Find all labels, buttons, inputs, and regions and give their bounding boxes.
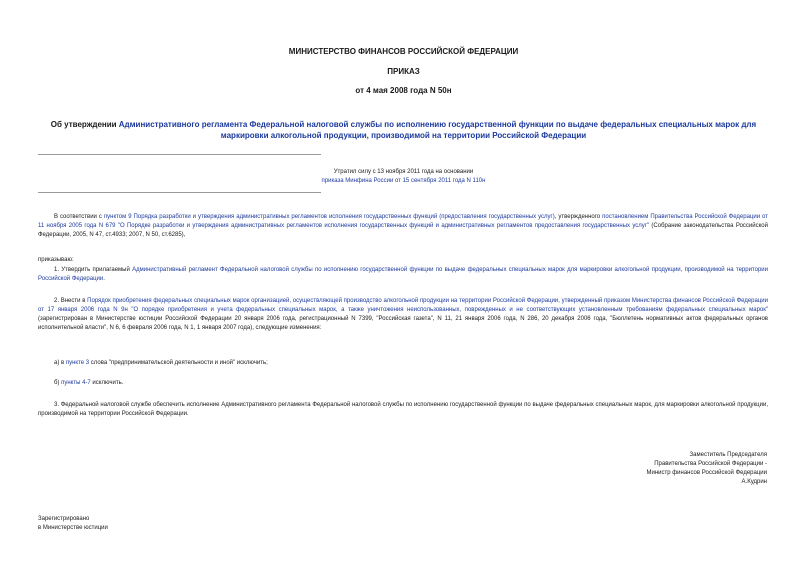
- stamp-procedure-link[interactable]: Порядок приобретения федеральных специальных марок организацией, осуществляющей производство алкогольной продукции на территории Российской Федерации, утвержденный приказом Министерства финансов Российской Федерации от 17 января 2006 года N 9н "О порядке приобретения и учета федеральных специальных марок, а также уничтожения неиспользованных, поврежденных и не соответствующих установленным требованиям федеральных специальных марок": [38, 298, 768, 313]
- validity-text: Утратил силу с 13 ноября 2011 года на основании: [333, 169, 474, 175]
- signature-block: Заместитель Председателя Правительства Российской Федерации - Министр финансов Российской Федерации А.Кудрин: [646, 452, 767, 485]
- title-prefix: Об утверждении: [50, 120, 119, 129]
- validity-note: [0, 168, 807, 186]
- validity-order-link[interactable]: приказа Минфина России от 15 сентября 2011 года N 110н: [321, 178, 486, 184]
- government-resolution-link[interactable]: постановлением Правительства Российской Федерации от 11 ноября 2005 года N 679 "О Порядке разработки и утверждения административных регламентов исполнения государственных функций и административных регламентов предоставления государственных услуг": [38, 214, 768, 229]
- items-4-7-link[interactable]: пункты 4-7: [61, 380, 91, 386]
- preamble-paragraph: В соответствии с пунктом 9 Порядка разработки и утверждения административных регламентов исполнения государственных функций (предоставления государственных услуг), утвержденного постановлением Правительства Российской Федерации от 11 ноября 2005 года N 679 "О Порядке разработки и утверждения административных регламентов исполнения государственных функций и административных регламентов предоставления государственных услуг" (Собрание законодательства Российской Федерации, 2005, N 47, ст.4933; 2007, N 50, ст.6285),: [38, 214, 768, 238]
- ministry-heading: МИНИСТЕРСТВО ФИНАНСОВ РОССИЙСКОЙ ФЕДЕРАЦИИ: [288, 47, 519, 56]
- divider-top: [38, 154, 321, 155]
- item-1: 1. Утвердить прилагаемый Административный регламент Федеральной налоговой службы по исполнению государственной функции по выдаче федеральных специальных марок для маркировки алкогольной продукции, производимой на территории Российской Федерации.: [38, 267, 768, 282]
- order-heading: ПРИКАЗ: [387, 67, 420, 76]
- regulation-link[interactable]: Административный регламент Федеральной налоговой службы по исполнению государственной функции по выдаче федеральных специальных марок для маркировки алкогольной продукции, производимой на территории Российской Федерации: [38, 267, 768, 282]
- order-date: от 4 мая 2008 года N 50н: [355, 86, 452, 95]
- item-3-link[interactable]: пункте 3: [65, 360, 90, 366]
- item-2: 2. Внести в Порядок приобретения федеральных специальных марок организацией, осуществляющей производство алкогольной продукции на территории Российской Федерации, утвержденный приказом Министерства финансов Российской Федерации от 17 января 2006 года N 9н "О порядке приобретения и учета федеральных специальных марок, а также уничтожения неиспользованных, поврежденных и не соответствующих установленным требованиям федеральных специальных марок" (зарегистрирован в Министерстве юстиции Российской Федерации 20 января 2006 года, регистрационный N 7399, "Российская газета", N 11, 21 января 2006 года, N 286, 20 декабря 2006 года, "Бюллетень нормативных актов федеральных органов исполнительной власти", N 6, 6 февраля 2006 года, N 1, 1 января 2007 года), следующие изменения:: [38, 298, 768, 331]
- item-3: 3. Федеральной налоговой службе обеспечить исполнение Административного регламента Федеральной налоговой службы по исполнению государственной функции по выдаче федеральных специальных марок, для маркировки алкогольной продукции, производимой на территории Российской Федерации.: [38, 402, 768, 417]
- title-regulation-link[interactable]: Административного регламента Федеральной налоговой службы по исполнению государственной функции по выдаче федеральных специальных марок для маркировки алкогольной продукции, производимой на территории Российской Федерации: [118, 120, 757, 140]
- signatory-name: А.Кудрин: [741, 479, 767, 485]
- sub-item-a: а) в пункте 3 слова "предпринимательской деятельности и иной" исключить;: [54, 360, 268, 366]
- registration-note: Зарегистрировано в Министерстве юстиции: [38, 516, 108, 531]
- procedure-item9-link[interactable]: пунктом 9 Порядка разработки и утверждения административных регламентов исполнения государственных функций (предоставления государственных услуг): [103, 214, 555, 220]
- order-word: приказываю:: [38, 257, 74, 263]
- divider-bottom: [38, 192, 321, 193]
- document-title: [40, 119, 767, 141]
- sub-item-b: б) пункты 4-7 исключить.: [54, 380, 124, 386]
